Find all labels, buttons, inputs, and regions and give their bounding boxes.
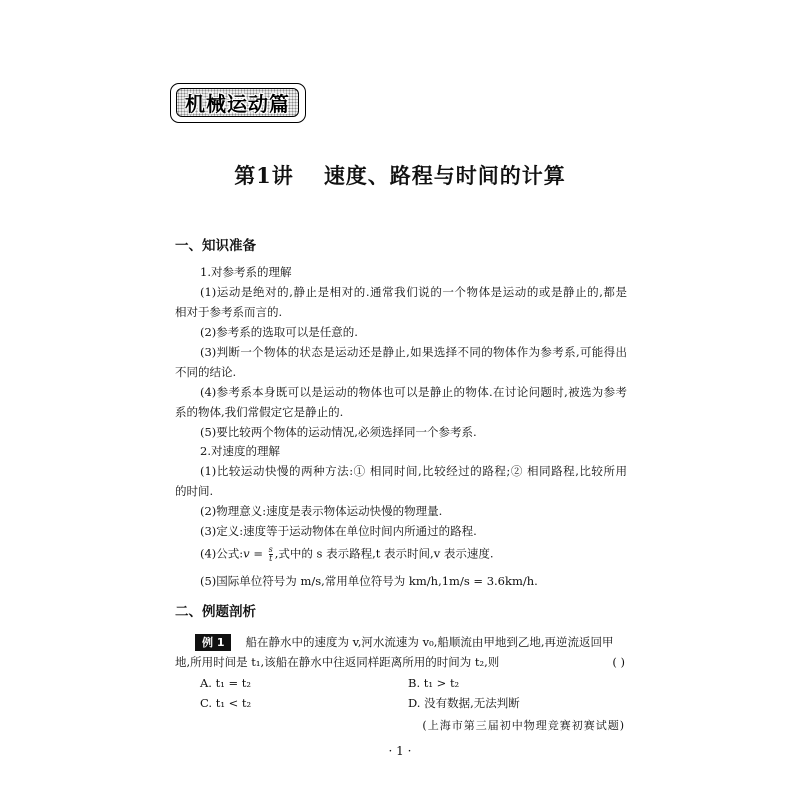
subheading-speed: 2.对速度的理解: [200, 444, 280, 458]
chapter-heading: [0, 160, 800, 190]
option-d: D. 没有数据,无法判断: [408, 696, 520, 710]
fraction-denominator: t: [269, 554, 273, 563]
option-a: A. t₁ = t₂: [200, 676, 252, 690]
example-1-line-2: 地,所用时间是 t₁,该船在静水中往返同样距离所用的时间为 t₂,则: [175, 655, 500, 669]
formula-fraction: [269, 546, 273, 563]
page-number: · 1 ·: [388, 744, 412, 758]
section-heading-knowledge: 一、知识准备: [175, 238, 256, 254]
banner-plate: [176, 88, 299, 117]
paragraph-2: (2)参考系的选取可以是任意的.: [200, 325, 358, 339]
paragraph-4-line-2: 系的物体,我们常假定它是静止的.: [175, 405, 344, 419]
chapter-number: 第1讲: [234, 163, 294, 188]
speed-item-1-line-1: (1)比较运动快慢的两种方法:① 相同时间,比较经过的路程;② 相同路程,比较所用: [200, 464, 627, 478]
paragraph-5: (5)要比较两个物体的运动情况,必须选择同一个参考系.: [200, 425, 477, 439]
paragraph-3-line-1: (3)判断一个物体的状态是运动还是静止,如果选择不同的物体作为参考系,可能得出: [200, 345, 627, 359]
question-source: (上海市第三届初中物理竞赛初赛试题): [422, 719, 625, 732]
paragraph-1-line-1: (1)运动是绝对的,静止是相对的.通常我们说的一个物体是运动的或是静止的,都是: [200, 285, 627, 299]
formula-v: v: [243, 546, 250, 561]
example-stem-a: 船在静水中的速度为 v,河水流速为 v₀,船顺流由甲地到乙地,再逆流返回甲: [245, 635, 614, 649]
section-heading-examples: 二、例题剖析: [175, 604, 256, 620]
speed-item-2: (2)物理意义:速度是表示物体运动快慢的物理量.: [200, 504, 443, 518]
formula-prefix: (4)公式:: [200, 546, 244, 561]
paragraph-3-line-2: 不同的结论.: [175, 365, 237, 379]
speed-item-5: (5)国际单位符号为 m/s,常用单位符号为 km/h,1m/s = 3.6km/h.: [200, 574, 538, 588]
chapter-title: 速度、路程与时间的计算: [323, 163, 566, 188]
paragraph-1-line-2: 相对于参考系而言的.: [175, 305, 283, 319]
formula-suffix: ,式中的 s 表示路程,t 表示时间,v 表示速度.: [274, 546, 494, 561]
speed-item-4-formula: [200, 546, 652, 563]
speed-item-1-line-2: 的时间.: [175, 484, 214, 498]
subheading-reference-frame: 1.对参考系的理解: [200, 265, 292, 279]
section-banner: [170, 83, 306, 123]
answer-parentheses: ( ): [612, 655, 625, 669]
example-badge: 例 1: [195, 634, 231, 651]
example-1-line-1: [195, 634, 647, 651]
paragraph-4-line-1: (4)参考系本身既可以是运动的物体也可以是静止的物体.在讨论问题时,被选为参考: [200, 385, 627, 399]
option-b: B. t₁ > t₂: [408, 676, 460, 690]
banner-title: 机械运动篇: [185, 92, 290, 116]
option-c: C. t₁ < t₂: [200, 696, 252, 710]
fraction-numerator: s: [268, 545, 273, 554]
formula-equals: =: [249, 546, 267, 561]
speed-item-3: (3)定义:速度等于运动物体在单位时间内所通过的路程.: [200, 524, 477, 538]
